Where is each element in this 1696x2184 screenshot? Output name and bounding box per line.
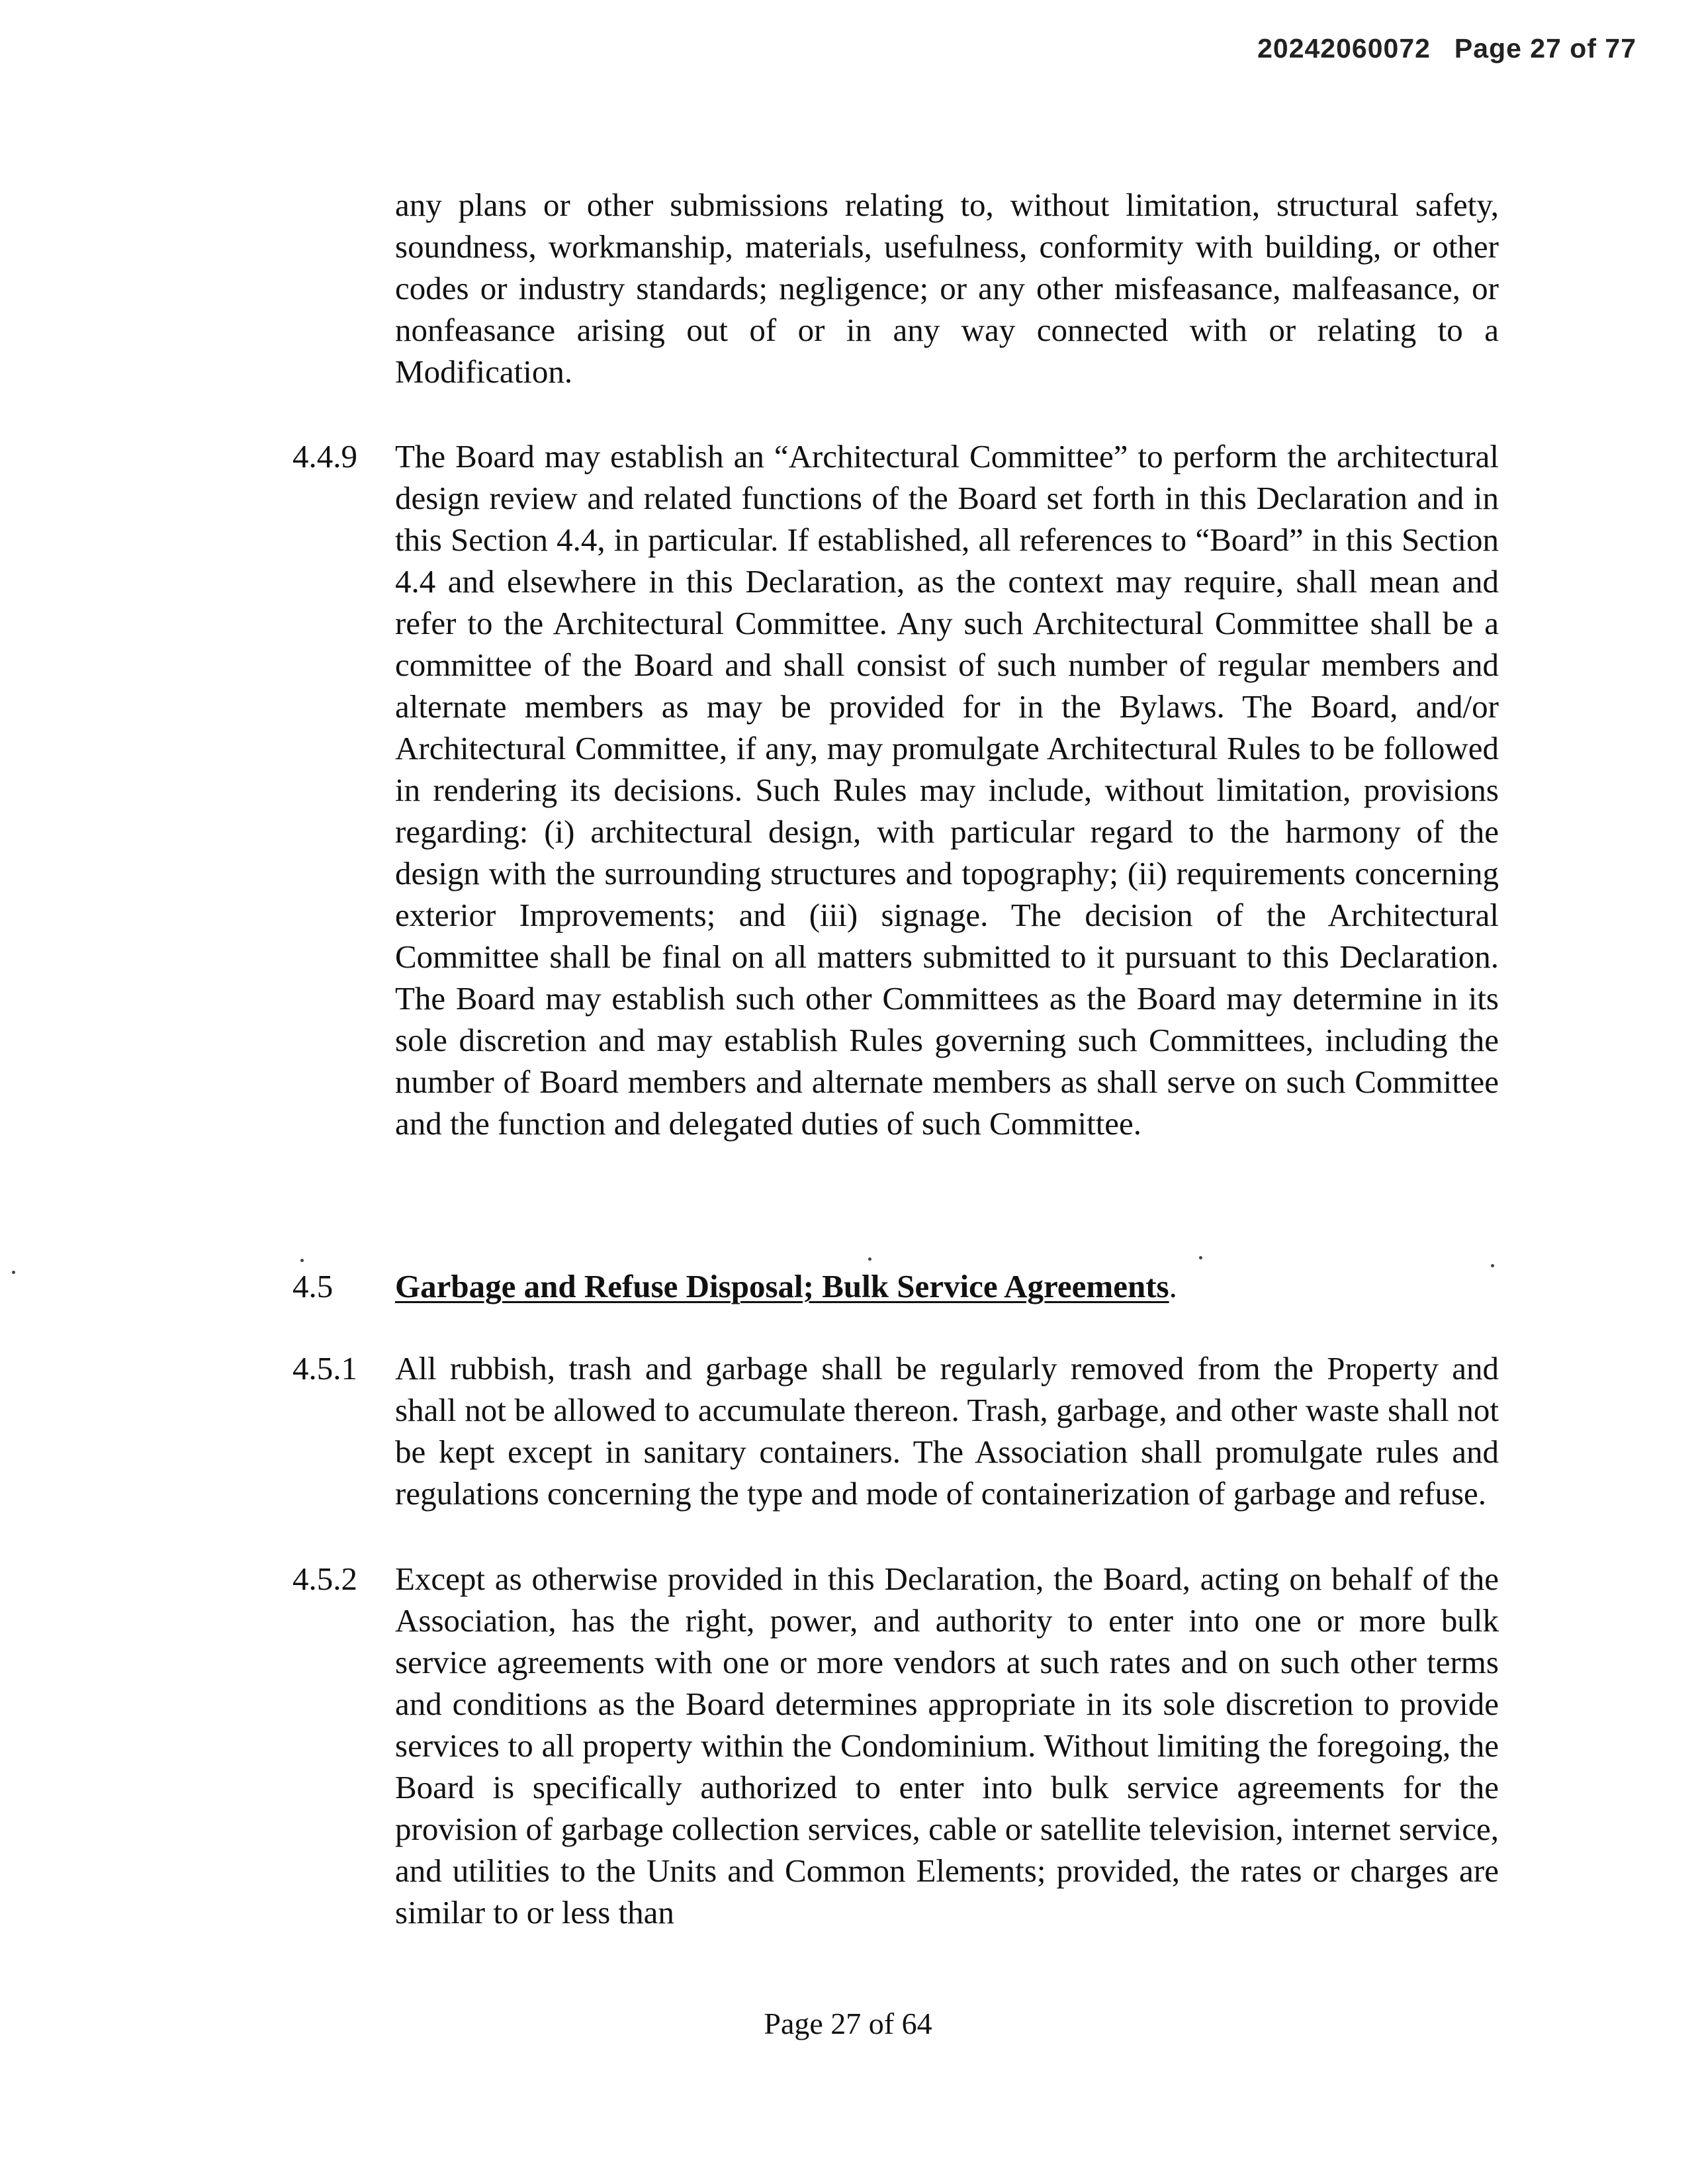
section-number-4-5-2: 4.5.2 (292, 1561, 357, 1597)
scan-mark (1491, 1264, 1494, 1267)
section-number-4-5-1: 4.5.1 (292, 1350, 357, 1387)
continuation-paragraph: any plans or other submissions relating to, without limitation, structural safety, soundness, workmanship, materials, usefulness, conformity with building, or other codes or industry standards; negligence; or any other misfeasance, malfeasance, or nonfeasance arising out of or in any way connected with or relating to a Modification. (395, 187, 1499, 390)
section-4-5-2-text: Except as otherwise provided in this Declaration, the Board, acting on behalf of the Association, has the right, power, and authority to enter into one or more bulk service agreements with one or more vendors at such rates and on such other terms and conditions as the Board determines appropriate in its sole discretion to provide services to all property within the Condominium. Without limiting the foregoing, the Board is specifically authorized to enter into bulk service agreements for the provision of garbage collection services, cable or satellite television, internet service, and utilities to the Units and Common Elements; provided, the rates or charges are similar to or less than (395, 1561, 1499, 1931)
recording-stamp (1257, 33, 1636, 64)
heading-period: . (1169, 1268, 1177, 1304)
section-4-5-heading (395, 1265, 1177, 1307)
document-number: 20242060072 (1257, 33, 1431, 64)
scan-mark (1199, 1256, 1202, 1259)
scan-mark (300, 1259, 304, 1262)
scan-mark (868, 1257, 871, 1261)
recording-page-label: Page 27 of 77 (1454, 33, 1636, 64)
section-number-4-4-9: 4.4.9 (292, 438, 357, 475)
section-4-5-title: Garbage and Refuse Disposal; Bulk Service Agreements (395, 1268, 1169, 1304)
page-footer: Page 27 of 64 (764, 2007, 932, 2040)
section-number-4-5: 4.5 (292, 1268, 334, 1304)
scan-mark (12, 1271, 15, 1274)
section-4-5-1-text: All rubbish, trash and garbage shall be regularly removed from the Property and shall not be allowed to accumulate thereon. Trash, garbage, and other waste shall not be kept except in sanitary containers. The Association shall promulgate rules and regulations concerning the type and mode of containerization of garbage and refuse. (395, 1350, 1499, 1512)
section-4-4-9-text: The Board may establish an “Architectural Committee” to perform the architectural design review and related functions of the Board set forth in this Declaration and in this Section 4.4, in particular. If established, all references to “Board” in this Section 4.4 and elsewhere in this Declaration, as the context may require, shall mean and refer to the Architectural Committee. Any such Architectural Committee shall be a committee of the Board and shall consist of such number of regular members and alternate members as may be provided for in the Bylaws. The Board, and/or Architectural Committee, if any, may promulgate Architectural Rules to be followed in rendering its decisions. Such Rules may include, without limitation, provisions regarding: (i) architectural design, with particular regard to the harmony of the design with the surrounding structures and topography; (ii) requirements concerning exterior Improvements; and (iii) signage. The decision of the Architectural Committee shall be final on all matters submitted to it pursuant to this Declaration. The Board may establish such other Committees as the Board may determine in its sole discretion and may establish Rules governing such Committees, including the number of Board members and alternate members as shall serve on such Committee and the function and delegated duties of such Committee. (395, 438, 1499, 1142)
